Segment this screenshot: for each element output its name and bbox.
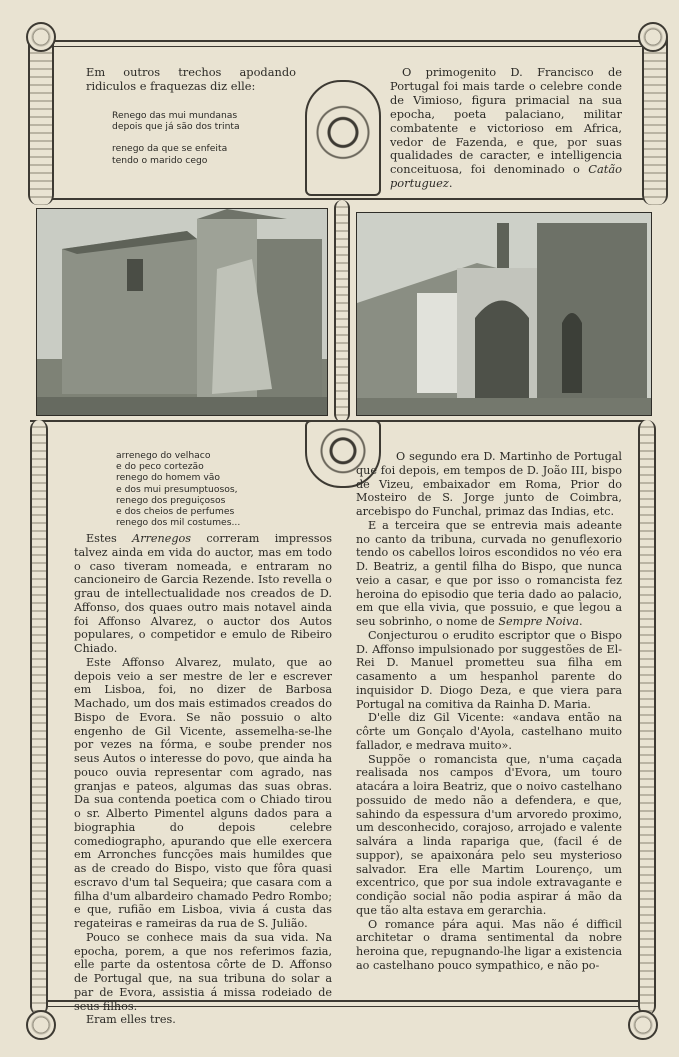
photo-arched-gateway	[356, 212, 652, 416]
paragraph: D'elle diz Gil Vicente: «andava então na côrte um Gonçalo d'Ayola, castelhano muito fallador, e medrava muito».	[356, 711, 622, 752]
left-pillar-ornament	[28, 30, 54, 205]
verse-line: renego dos preguiçosos	[116, 494, 226, 506]
top-left-column	[86, 66, 296, 94]
paragraph: Este Affonso Alvarez, mulato, que ao depois veio a ser mestre de ler e escrever em Lisboa, foi, no dizer de Barbosa Machado, um dos mais estimados creados do Bispo de Evora. Se não possuio o alto engenho de Gil Vicente, assemelha-se-lhe por vezes na fórma, e soube prender nos seus Autos o interesse do povo, que ainda ha pouco ouvia representar com agrado, nas granjas e pateos, algumas das suas obras. Da sua contenda poetica com o Chiado tirou o sr. Alberto Pimentel alguns dados para a biographia do depois celebre comediographo, apurando que elle exercera em Arronches funcções mais humildes que as de creado do Bispo, visto que fôra quasi escravo d'um tal Sequeira; que casara com a filha d'um albardeiro chamado Pedro Rombo; e que, rufião em Lisboa, vivia á custa das regateiras e rameiras da rua de S. Julião.	[74, 655, 332, 930]
verse-line: Renego das mui mundanas	[112, 110, 238, 121]
paragraph: Estes Arrenegos correram impressos talvez ainda em vida do auctor, mas em todo o caso tiveram nomeada, e entraram no cancioneiro de Garcia Rezende. Isto revella o grau de intellectualidade nos creados de D. Affonso, dos quaes outro mais notavel ainda foi Affonso Alvarez, o auctor dos Autos populares, o competidor e emulo de Ribeiro Chiado.	[74, 532, 332, 655]
bottom-right-column	[356, 450, 622, 973]
verse-line: renego do homem vão	[116, 472, 221, 484]
verse-line: e do peco cortezão	[116, 461, 204, 473]
paragraph: Conjecturou o erudito escriptor que o Bispo D. Affonso impulsionado por suggestões de El-Rei D. Manuel prometteu sua filha em casamento a um hespanhol parente do inquisidor D. Diogo Deza, e que viera para Portugal na comitiva da Rainha D. Maria.	[356, 628, 622, 711]
center-pillar-ornament	[334, 200, 350, 422]
top-right-column	[390, 66, 622, 191]
bottom-left-column	[74, 532, 332, 1027]
paragraph: O romance pára aqui. Mas não é difficil architetar o drama sentimental da nobre heroina que, repugnando-lhe ligar a existencia ao castelhano pouco sympathico, e não po-	[356, 917, 622, 972]
verse-block-arrenegos	[116, 450, 240, 528]
verse-line: e dos cheios de perfumes	[116, 506, 235, 518]
paragraph: Pouco se conhece mais da sua vida. Na epocha, porem, a que nos referimos fazia, elle parte da ostentosa côrte de D. Affonso de Portugal que, na sua tribuna do solar a par de Evora, assistia á missa rodeiado de seus filhos.	[74, 930, 332, 1013]
left-pillar-ornament-lower	[30, 420, 48, 1015]
frame-top	[30, 40, 648, 42]
photo-tower-building	[36, 208, 328, 416]
corner-top-right-icon	[638, 22, 668, 52]
paragraph: E a terceira que se entrevia mais adeante no canto da tribuna, curvada no genuflexorio tendo os cabellos loiros escondidos no véo era D. Beatriz, a gentil filha do Bispo, que nunca veio a casar, e que por isso o romancista fez heroina do episodio que teria dado ao palacio, em que ella vivia, que possuio, e que legou a seu sobrinho, o nome de Sempre Noiva.	[356, 518, 622, 628]
verse-block-a	[112, 110, 240, 166]
verse-line: depois que já são dos trinta	[112, 121, 240, 133]
paragraph: Eram elles tres.	[86, 1013, 176, 1027]
right-pillar-ornament-lower	[638, 420, 656, 1015]
gothic-center-ornament-icon	[305, 80, 381, 196]
verse-line: tendo o marido cego	[112, 154, 208, 166]
verse-line: arrenego do velhaco	[116, 450, 211, 461]
corner-top-left-icon	[26, 22, 56, 52]
paragraph: O segundo era D. Martinho de Portugal que foi depois, em tempos de D. João III, bispo de Vizeu, embaixador em Roma, Prior do Mosteiro de S. Jorge junto de Coimbra, arcebispo do Funchal, primaz das Indias, etc.	[356, 450, 622, 518]
right-pillar-ornament	[642, 30, 668, 205]
paragraph: Suppõe o romancista que, n'uma caçada realisada nos campos d'Evora, um touro atacára a loira Beatriz, que o noivo castelhano possuido de medo não a defendera, e que, sahindo da espessura d'um arvoredo proximo, um desconhecido, corajoso, arrojado e valente salvára a linda rapariga que, (facil é de suppor), se apaixonára pelo seu mysterioso salvador. Era elle Martim Lourenço, um excentrico, que por sua indole extravagante e condição social não podia aspirar á mão da que tão alta estava em gerarchia.	[356, 752, 622, 917]
corner-bottom-left-icon	[26, 1010, 56, 1040]
corner-bottom-right-icon	[628, 1010, 658, 1040]
primogenito-paragraph: O primogenito D. Francisco de Portugal foi mais tarde o celebre conde de Vimioso, figura primacial na sua epocha, poeta palaciano, militar combatente e victorioso em Africa, vedor de Fazenda, e que, por suas qualidades de caracter, e intelligencia conceituosa, foi denominado o Catão portuguez.	[390, 65, 622, 191]
intro-paragraph: Em outros trechos apodando ridiculos e fraquezas diz elle:	[86, 65, 296, 93]
verse-line: e dos mui presumptuosos,	[116, 483, 238, 495]
frame-top-inner	[30, 46, 648, 47]
verse-line: renego dos mil costumes...	[116, 517, 241, 529]
verse-line: renego da que se enfeita	[112, 143, 228, 155]
